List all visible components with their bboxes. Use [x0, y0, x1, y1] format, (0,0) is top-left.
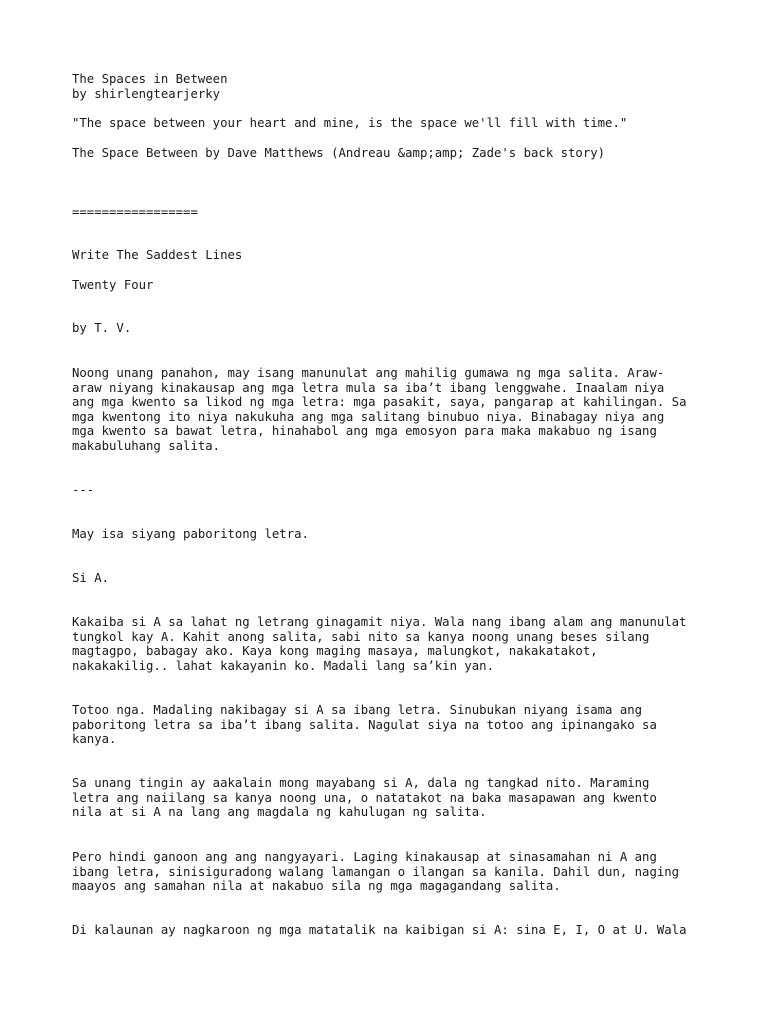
paragraph: Di kalaunan ay nagkaroon ng mga matatalik na kaibigan si A: sina E, I, O at U. Wala [72, 923, 687, 937]
separator: ================= [72, 205, 198, 219]
chapter-number: Twenty Four [72, 278, 154, 292]
epigraph: "The space between your heart and mine, is the space we'll fill with time." [72, 116, 628, 130]
paragraph: Totoo nga. Madaling nakibagay si A sa ibang letra. Sinubukan niyang isama ang paboritong letra sa iba’t ibang salita. Nagulat siya na totoo ang ipinangako sa kanya. [72, 703, 657, 747]
paragraph: Sa unang tingin ay aakalain mong mayabang si A, dala ng tangkad nito. Maraming letra ang naiilang sa kanya noong una, o natatakot na baka masapawan ang kwento nila at si A na lang ang magdala ng kahulugan ng salita. [72, 776, 657, 820]
paragraph: May isa siyang paboritong letra. [72, 527, 309, 541]
source-line: The Space Between by Dave Matthews (Andreau &amp;amp; Zade's back story) [72, 146, 606, 160]
chapter-title: Write The Saddest Lines [72, 248, 243, 262]
chapter-author: by T. V. [72, 321, 132, 335]
section-divider: --- [72, 483, 95, 497]
document-title: The Spaces in Between [72, 72, 228, 86]
paragraph: Noong unang panahon, may isang manunulat ang mahilig gumawa ng mga salita. Araw- araw niyang kinakausap ang mga letra mula sa iba’t ibang lenggwahe. Inaalam niya ang mga kwento sa likod ng mga letra: mga pasakit, saya, pangarap at kahilingan. Sa mga kwentong ito niya nakukuha ang mga salitang binubuo niya. Binabagay niya ang mga kwento sa bawat letra, hinahabol ang mga emosyon para maka makabuo ng isang makabuluhang salita. [72, 366, 687, 453]
document-byline: by shirlengtearjerky [72, 87, 221, 101]
paragraph: Kakaiba si A sa lahat ng letrang ginagamit niya. Wala nang ibang alam ang manunulat tungkol kay A. Kahit anong salita, sabi nito sa kanya noong unang beses silang magtagpo, babagay ako. Kaya kong maging masaya, malungkot, nakakatakot, nakakakilig.. lahat kakayanin ko. Madali lang sa’kin yan. [72, 615, 687, 673]
paragraph: Pero hindi ganoon ang ang nangyayari. Laging kinakausap at sinasamahan ni A ang ibang letra, sinisiguradong walang lamangan o ilangan sa kanila. Dahil dun, naging maayos ang samahan nila at nakabuo sila ng mga magagandang salita. [72, 850, 680, 894]
paragraph: Si A. [72, 571, 110, 585]
